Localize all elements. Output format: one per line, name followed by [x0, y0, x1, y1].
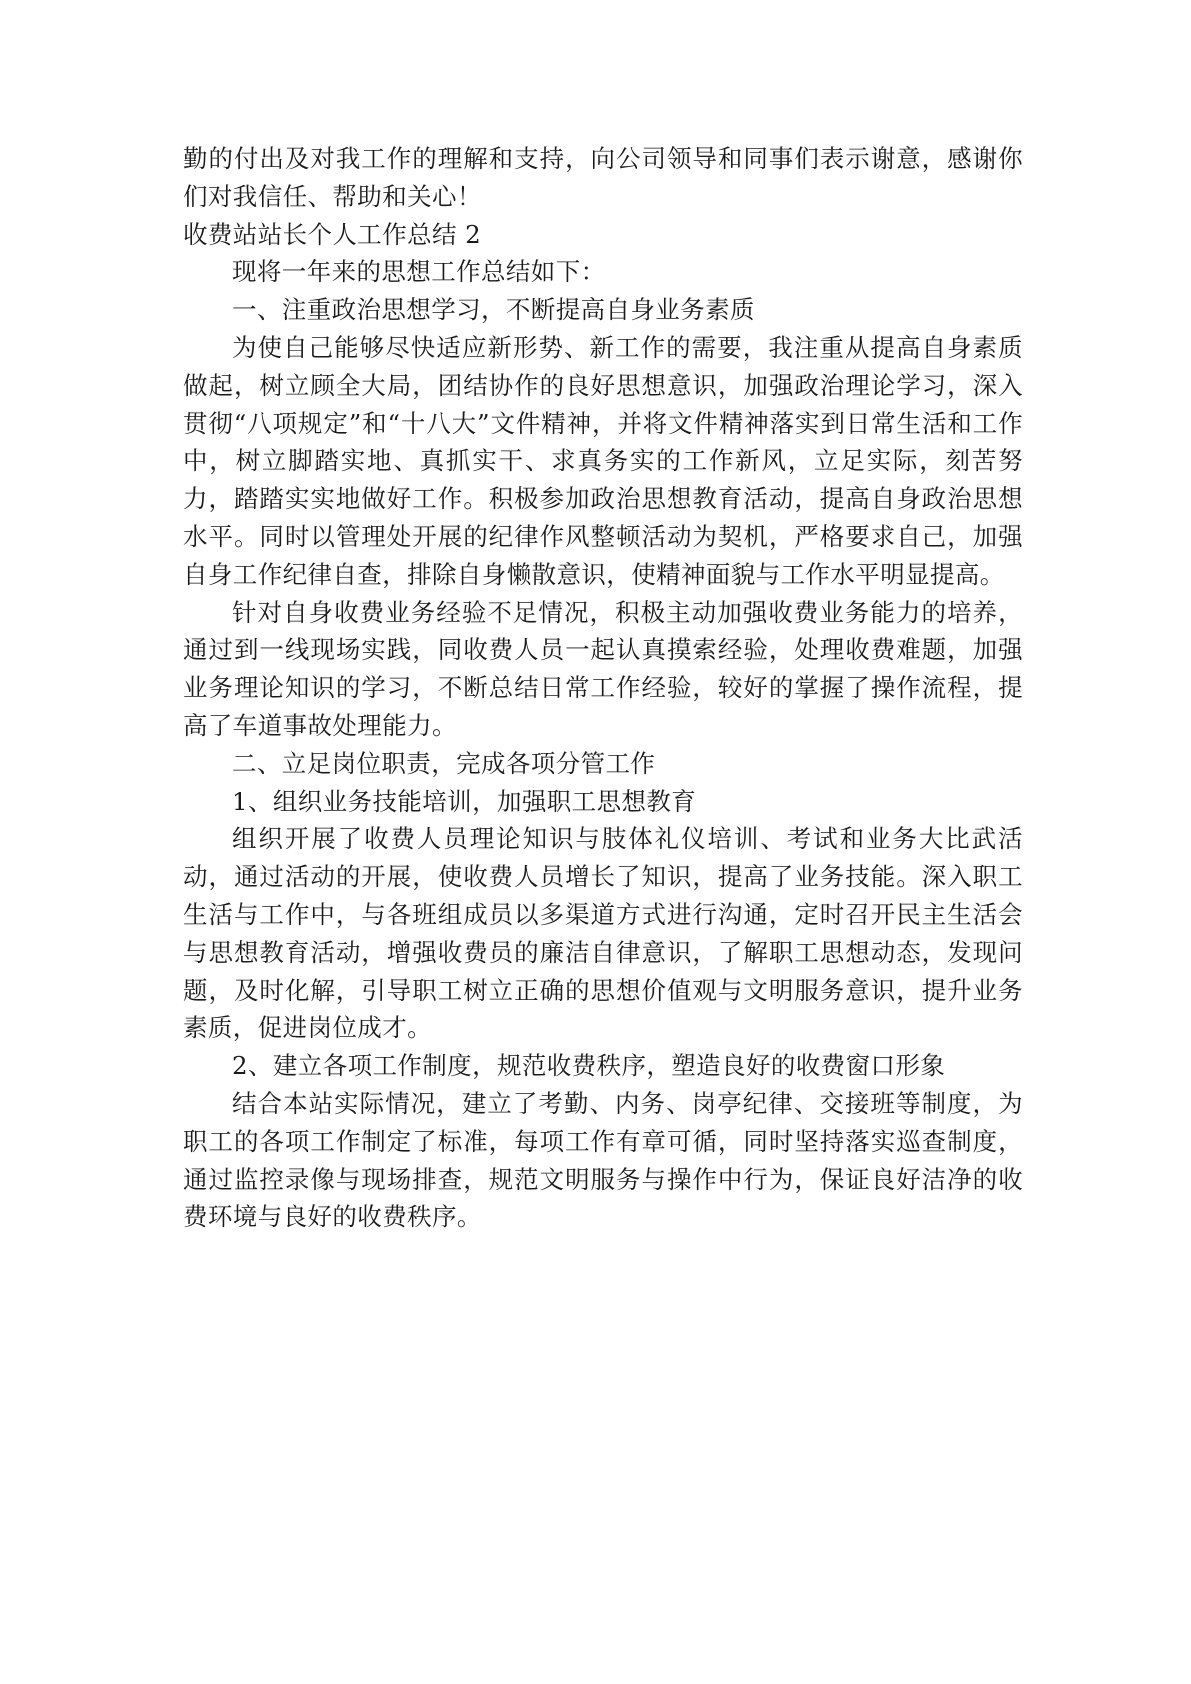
paragraph-business-experience: 针对自身收费业务经验不足情况，积极主动加强收费业务能力的培养，通过到一线现场实践，同收费人员一起认真摸索经验，处理收费难题，加强业务理论知识的学习，不断总结日常工作经验，较好的掌握了操作流程，提高了车道事故处理能力。 [183, 597, 1023, 740]
heading-subsection-2: 2、建立各项工作制度，规范收费秩序，塑造良好的收费窗口形象 [232, 1051, 946, 1081]
paragraph-closing-thanks: 勤的付出及对我工作的理解和支持，向公司领导和同事们表示谢意，感谢你们对我信任、帮助和关心！ [183, 144, 1023, 211]
document-page [183, 140, 1023, 1236]
paragraph-training: 组织开展了收费人员理论知识与肢体礼仪培训、考试和业务大比武活动，通过活动的开展，使收费人员增长了知识，提高了业务技能。深入职工生活与工作中，与各班组成员以多渠道方式进行沟通，定时召开民主生活会与思想教育活动，增强收费员的廉洁自律意识，了解职工思想动态，发现问题，及时化解，引导职工树立正确的思想价值观与文明服务意识，提升业务素质，促进岗位成才。 [183, 824, 1023, 1043]
heading-subsection-1: 1、组织业务技能培训，加强职工思想教育 [232, 786, 697, 816]
paragraph-intro: 现将一年来的思想工作总结如下： [232, 257, 606, 287]
section-title: 收费站站长个人工作总结 2 [183, 219, 482, 249]
paragraph-political-study: 为使自己能够尽快适应新形势、新工作的需要，我注重从提高自身素质做起，树立顾全大局，团结协作的良好思想意识，加强政治理论学习，深入贯彻“八项规定”和“十八大”文件精神，并将文件精神落实到日常生活和工作中，树立脚踏实地、真抓实干、求真务实的工作新风，立足实际，刻苦努力，踏踏实实地做好工作。积极参加政治思想教育活动，提高自身政治思想水平。同时以管理处开展的纪律作风整顿活动为契机，严格要求自己，加强自身工作纪律自查，排除自身懒散意识，使精神面貌与工作水平明显提高。 [183, 332, 1023, 589]
paragraph-systems: 结合本站实际情况，建立了考勤、内务、岗亭纪律、交接班等制度，为职工的各项工作制定了标准，每项工作有章可循，同时坚持落实巡查制度，通过监控录像与现场排查，规范文明服务与操作中行为，保证良好洁净的收费环境与良好的收费秩序。 [183, 1088, 1023, 1232]
heading-section-1: 一、注重政治思想学习，不断提高自身业务素质 [232, 295, 755, 325]
heading-section-2: 二、立足岗位职责，完成各项分管工作 [232, 748, 656, 778]
